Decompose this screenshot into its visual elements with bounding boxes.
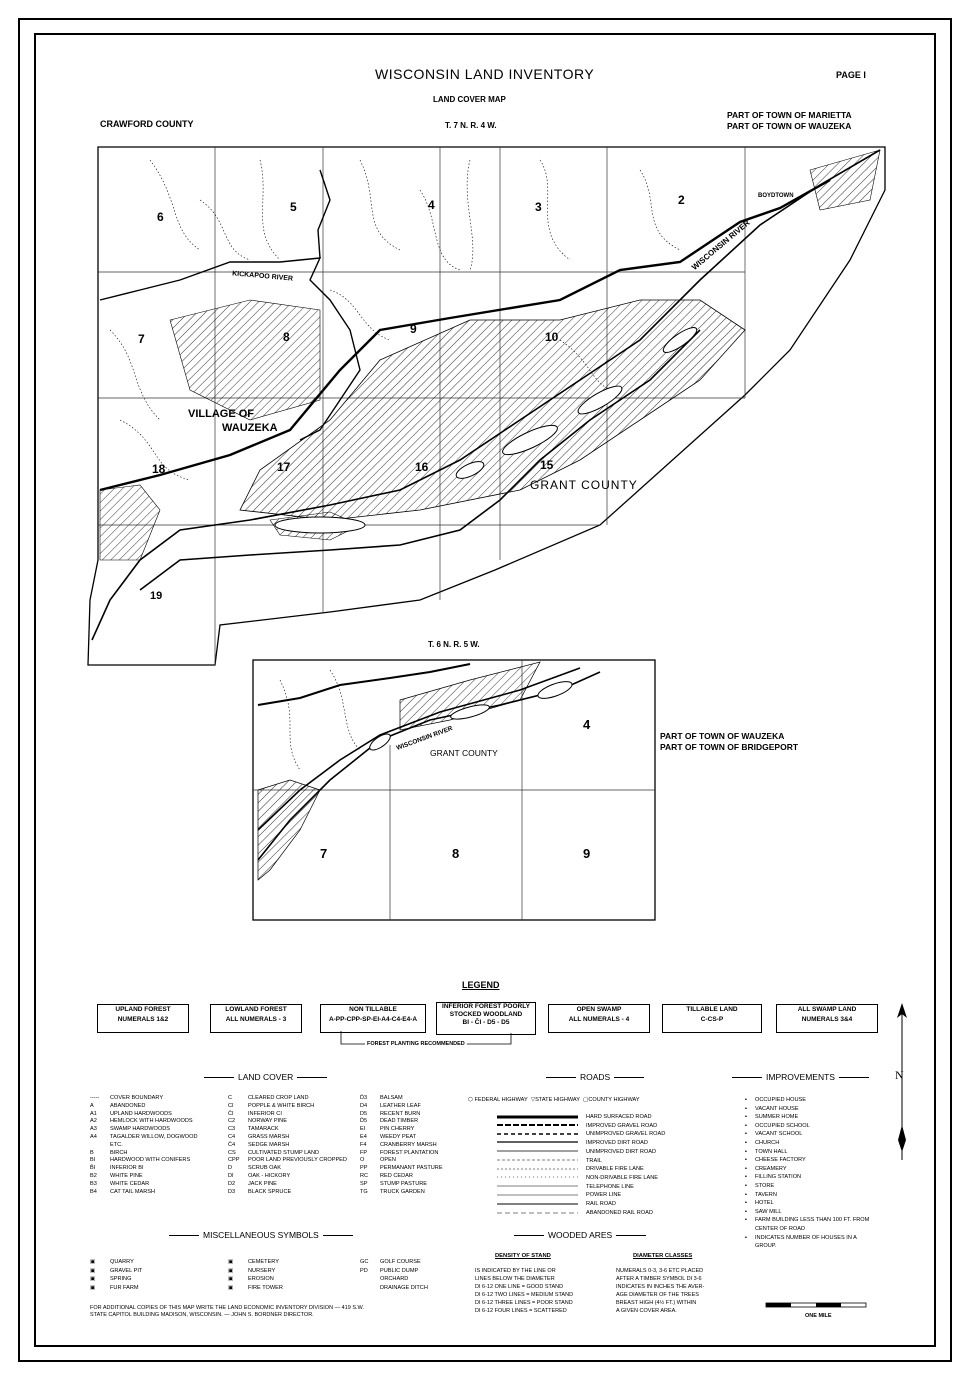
land-cover-symbol: B	[90, 1149, 94, 1156]
land-cover-title: LAND COVER	[200, 1072, 331, 1082]
village-label-2: WAUZEKA	[222, 422, 278, 434]
improvement-icon: ▪	[745, 1217, 747, 1224]
scale-label: ONE MILE	[805, 1313, 832, 1319]
township-label-bottom: T. 6 N. R. 5 W.	[428, 640, 480, 649]
diameter-item: A GIVEN COVER AREA.	[616, 1308, 677, 1314]
class-sub: A-PP-CPP-SP-EI-A4-C4-E4-A	[328, 1016, 418, 1023]
section-2: 2	[678, 193, 685, 207]
footer-line-2: STATE CAPITOL BUILDING MADISON, WISCONSIN. — JOHN S. BORDNER DIRECTOR.	[90, 1312, 314, 1318]
bottom-section-4: 4	[583, 717, 591, 732]
section-9: 9	[410, 322, 417, 336]
road-item: IMPROVED DIRT ROAD	[586, 1140, 648, 1147]
diameter-title: DIAMETER CLASSES	[633, 1253, 693, 1259]
land-cover-label: TRUCK GARDEN	[380, 1188, 425, 1195]
misc-label: GRAVEL PIT	[110, 1267, 143, 1274]
class-title: INFERIOR FOREST POORLY STOCKED WOODLAND	[442, 1003, 530, 1018]
land-cover-symbol: D4	[360, 1102, 368, 1109]
land-cover-symbol: B2	[90, 1172, 97, 1179]
land-cover-label: BIRCH	[110, 1149, 128, 1156]
boydtown-label: BOYDTOWN	[758, 193, 794, 199]
land-cover-symbol: A4	[90, 1133, 97, 1140]
class-title: LOWLAND FOREST	[225, 1006, 287, 1013]
diameter-item: AGE DIAMETER OF THE TREES	[616, 1292, 699, 1298]
town-label-1: PART OF TOWN OF MARIETTA	[727, 110, 852, 120]
section-8: 8	[283, 330, 290, 344]
misc-label: ORCHARD	[380, 1276, 409, 1283]
road-item: HARD SURFACED ROAD	[586, 1114, 652, 1120]
improvement-icon: ▪	[745, 1139, 747, 1146]
road-item: UNIMPROVED GRAVEL ROAD	[586, 1131, 666, 1138]
north-label: N	[895, 1068, 904, 1082]
federal-label: FEDERAL HIGHWAY	[474, 1097, 528, 1103]
improvement-icon: ▪	[745, 1174, 747, 1181]
improvement-icon: ▪	[745, 1105, 747, 1112]
footer-line-1: FOR ADDITIONAL COPIES OF THIS MAP WRITE THE LAND ECONOMIC INVENTORY DIVISION — 419 S.W.	[90, 1305, 364, 1311]
misc-title: MISCELLANEOUS SYMBOLS	[165, 1230, 357, 1240]
road-item: POWER LINE	[586, 1192, 622, 1199]
land-cover-label: OPEN	[380, 1157, 396, 1164]
misc-label: SPRING	[110, 1276, 132, 1283]
land-cover-label: SCRUB OAK	[248, 1165, 281, 1172]
land-cover-symbol: D3	[228, 1188, 236, 1195]
land-cover-label: TAMARACK	[248, 1126, 279, 1133]
kickapoo-label: KICKAPOO RIVER	[231, 270, 294, 283]
land-cover-label: BLACK SPRUCE	[248, 1188, 292, 1195]
land-cover-symbol: D̄3	[360, 1095, 368, 1101]
land-cover-symbol: C2	[228, 1118, 236, 1125]
improvement-icon: ▪	[745, 1182, 747, 1189]
improvement-label: CREAMERY	[755, 1165, 787, 1172]
density-title: DENSITY OF STAND	[495, 1253, 551, 1259]
land-cover-label: INFERIOR CI	[248, 1110, 282, 1117]
class-sub: ALL NUMERALS - 3	[225, 1016, 287, 1023]
misc-label: NURSERY	[248, 1267, 276, 1274]
village-label-1: VILLAGE OF	[188, 408, 254, 420]
land-cover-label: POPPLE & WHITE BIRCH	[248, 1102, 315, 1109]
land-cover-symbol: A	[90, 1102, 94, 1109]
density-item: DI 6-12 ONE LINE = GOOD STAND	[475, 1284, 564, 1290]
misc-symbol: ▣	[228, 1276, 234, 1283]
class-title: NON TILLABLE	[349, 1006, 397, 1013]
land-cover-label: DEAD TIMBER	[380, 1118, 419, 1125]
land-cover-symbol: CPP	[228, 1157, 240, 1164]
misc-symbol: ▣	[90, 1267, 96, 1274]
misc-label: QUARRY	[110, 1259, 134, 1265]
land-cover-label: CLEARED CROP LAND	[248, 1095, 309, 1101]
improvement-icon: ▪	[745, 1097, 747, 1103]
land-cover-symbol: A3	[90, 1126, 97, 1133]
land-cover-symbol: D5	[360, 1110, 368, 1117]
density-item: IS INDICATED BY THE LINE OR	[475, 1268, 556, 1274]
land-cover-symbol: O	[360, 1157, 365, 1164]
diameter-item: BREAST HIGH (4½ FT.) WITHIN	[616, 1300, 697, 1306]
section-19: 19	[150, 590, 163, 602]
section-10: 10	[545, 330, 559, 344]
map-title: WISCONSIN LAND INVENTORY	[375, 66, 595, 82]
misc-symbol: PD	[360, 1267, 368, 1274]
roads-title: ROADS	[542, 1072, 648, 1082]
land-cover-label: POOR LAND PREVIOUSLY CROPPED	[248, 1157, 347, 1164]
section-17: 17	[277, 460, 291, 474]
improvement-label: CHURCH	[755, 1139, 780, 1146]
land-cover-label: PERMANANT PASTURE	[380, 1165, 443, 1172]
wisconsin-river-label: WISCONSIN RIVER	[690, 218, 752, 272]
misc-label: EROSION	[248, 1276, 274, 1283]
road-item: RAIL ROAD	[586, 1201, 616, 1208]
land-cover-symbol: BI	[90, 1157, 96, 1164]
misc-label: DRAINAGE DITCH	[380, 1284, 428, 1291]
section-15: 15	[540, 458, 554, 472]
land-cover-label: ABANDONED	[110, 1102, 146, 1109]
land-cover-symbol: TG	[360, 1188, 368, 1195]
road-item: ABANDONED RAIL ROAD	[586, 1209, 653, 1216]
improvement-label: SAW MILL	[755, 1208, 782, 1215]
land-cover-label: SWAMP HARDWOODS	[110, 1126, 170, 1133]
county-highway-icon: ▢	[583, 1097, 589, 1103]
land-cover-label: UPLAND HARDWOODS	[110, 1110, 172, 1117]
improvement-icon: ▪	[745, 1208, 747, 1215]
bottom-town-label-1: PART OF TOWN OF WAUZEKA	[660, 731, 785, 741]
diameter-item: AFTER A TIMBER SYMBOL DI 3-6	[616, 1276, 702, 1282]
land-cover-label: INFERIOR BI	[110, 1165, 144, 1172]
section-16: 16	[415, 460, 429, 474]
land-cover-label: CAT TAIL MARSH	[110, 1188, 156, 1195]
land-cover-label: ETC.	[110, 1141, 123, 1148]
road-item: UNIMPROVED DIRT ROAD	[586, 1148, 657, 1155]
section-6: 6	[157, 210, 164, 224]
diameter-item: NUMERALS 0-3, 3-6 ETC PLACED	[616, 1268, 704, 1274]
improvement-label: TOWN HALL	[755, 1148, 788, 1155]
land-cover-symbol: A2	[90, 1118, 97, 1125]
land-cover-symbol: RC	[360, 1172, 369, 1179]
class-sub: C-CS-P	[700, 1016, 724, 1023]
road-item: TELEPHONE LINE	[586, 1183, 634, 1190]
grant-county-label-bottom: GRANT COUNTY	[430, 748, 498, 758]
misc-symbol: ▣	[228, 1259, 234, 1265]
land-cover-symbol: SP	[360, 1180, 368, 1187]
misc-symbol: GC	[360, 1259, 369, 1265]
land-cover-symbol: F4	[360, 1141, 367, 1148]
improvement-label: VACANT SCHOOL	[755, 1131, 803, 1138]
misc-label: FIRE TOWER	[248, 1284, 283, 1291]
state-label: STATE HIGHWAY	[535, 1097, 580, 1103]
land-cover-symbol: EI	[360, 1126, 366, 1133]
road-item: TRAIL	[586, 1157, 602, 1164]
bottom-river-label: WISCONSIN RIVER	[395, 725, 454, 752]
density-item: DI 6-12 FOUR LINES = SCATTERED	[475, 1308, 567, 1314]
misc-symbol: ▣	[228, 1267, 234, 1274]
class-title: ALL SWAMP LAND	[797, 1006, 857, 1013]
class-title: OPEN SWAMP	[576, 1006, 622, 1013]
misc-label: GOLF COURSE	[380, 1259, 421, 1265]
land-cover-symbol: D2	[228, 1180, 236, 1187]
density-item: LINES BELOW THE DIAMETER	[475, 1276, 555, 1282]
land-cover-symbol: C̄4	[228, 1141, 236, 1148]
section-7: 7	[138, 332, 145, 346]
class-sub: NUMERALS 1&2	[117, 1016, 169, 1023]
improvement-icon: ▪	[745, 1165, 747, 1172]
misc-label: PUBLIC DUMP	[380, 1267, 419, 1274]
density-item: DI 6-12 TWO LINES = MEDIUM STAND	[475, 1292, 574, 1298]
federal-highway-icon: ⬡	[468, 1097, 473, 1103]
state-highway-icon: ▽	[530, 1097, 536, 1103]
land-cover-label: OAK - HICKORY	[248, 1172, 291, 1179]
land-cover-symbol: FP	[360, 1149, 368, 1156]
land-cover-label: STUMP PASTURE	[380, 1180, 428, 1187]
improvement-label: HOTEL	[755, 1200, 774, 1207]
class-title: TILLABLE LAND	[686, 1006, 738, 1013]
misc-symbol: ▣	[90, 1259, 96, 1265]
wooded-title: WOODED ARES	[510, 1230, 650, 1240]
county-label: COUNTY HIGHWAY	[588, 1097, 640, 1103]
improvement-icon: ▪	[745, 1200, 747, 1207]
land-cover-symbol: C	[228, 1095, 233, 1101]
land-cover-symbol: CI	[228, 1102, 234, 1109]
land-cover-label: PIN CHERRY	[380, 1126, 415, 1133]
improvement-label: TAVERN	[755, 1191, 777, 1198]
improvement-label: CHEESE FACTORY	[755, 1157, 806, 1164]
land-cover-symbol: A1	[90, 1110, 97, 1117]
land-cover-symbol: -----	[90, 1095, 100, 1101]
improvement-label: INDICATES NUMBER OF HOUSES IN A GROUP.	[755, 1234, 857, 1250]
improvement-label: FILLING STATION	[755, 1174, 802, 1181]
land-cover-label: HARDWOOD WITH CONIFERS	[110, 1157, 191, 1164]
land-cover-label: NORWAY PINE	[248, 1118, 287, 1125]
road-item: NON-DRIVABLE FIRE LANE	[586, 1174, 659, 1181]
class-sub: ALL NUMERALS - 4	[568, 1016, 630, 1023]
section-4: 4	[428, 198, 435, 212]
road-item: IMPROVED GRAVEL ROAD	[586, 1122, 658, 1129]
land-cover-label: CRANBERRY MARSH	[380, 1141, 437, 1148]
land-cover-label: WHITE CEDAR	[110, 1180, 150, 1187]
land-cover-symbol: CS	[228, 1149, 236, 1156]
improvement-icon: ▪	[745, 1191, 747, 1198]
land-cover-symbol: C4	[228, 1133, 236, 1140]
land-cover-label: TAGALDER WILLOW, DOGWOOD	[110, 1133, 198, 1140]
land-cover-label: RED CEDAR	[380, 1172, 413, 1179]
land-cover-label: JACK PINE	[248, 1180, 277, 1187]
density-item: DI 6-12 THREE LINES = POOR STAND	[475, 1300, 573, 1306]
section-3: 3	[535, 200, 542, 214]
road-item: DRIVABLE FIRE LANE	[586, 1166, 644, 1173]
improvement-icon: ▪	[745, 1157, 747, 1164]
land-cover-label: CULTIVATED STUMP LAND	[248, 1149, 320, 1156]
class-sub: BI - ĈI - D5 - D5	[462, 1019, 510, 1026]
misc-symbol: ▣	[228, 1284, 234, 1291]
land-cover-symbol: E4	[360, 1133, 367, 1140]
land-cover-label: BALSAM	[380, 1095, 403, 1101]
legend-title: LEGEND	[462, 980, 500, 990]
land-cover-symbol: C3	[228, 1126, 236, 1133]
misc-label: FUR FARM	[110, 1284, 139, 1291]
improvement-label: OCCUPIED SCHOOL	[755, 1122, 810, 1129]
class-sub: NUMERALS 3&4	[801, 1016, 853, 1023]
land-cover-symbol: D̄5	[360, 1118, 368, 1125]
page-number: PAGE I	[836, 70, 866, 80]
class-title: UPLAND FOREST	[115, 1006, 171, 1013]
land-cover-label: COVER BOUNDARY	[110, 1095, 164, 1101]
improvement-label: VACANT HOUSE	[755, 1105, 799, 1112]
improvement-label: SUMMER HOME	[755, 1114, 799, 1121]
land-cover-label: LEATHER LEAF	[380, 1102, 421, 1109]
diameter-item: INDICATES IN INCHES THE AVER-	[616, 1284, 705, 1290]
misc-symbol: ▣	[90, 1284, 96, 1291]
misc-symbol: ▣	[90, 1276, 96, 1283]
land-cover-symbol: B4	[90, 1188, 97, 1195]
grant-county-label-top: GRANT COUNTY	[530, 478, 638, 492]
land-cover-symbol: B3	[90, 1180, 97, 1187]
land-cover-label: FOREST PLANTATION	[380, 1149, 439, 1156]
land-cover-symbol: B̄I	[90, 1165, 96, 1172]
land-cover-label: RECENT BURN	[380, 1110, 421, 1117]
township-label-top: T. 7 N. R. 4 W.	[445, 121, 497, 130]
map-subtitle: LAND COVER MAP	[433, 95, 506, 104]
improvement-icon: ▪	[745, 1148, 747, 1155]
improvement-label: STORE	[755, 1182, 775, 1189]
improvement-icon: ▪	[745, 1131, 747, 1138]
town-label-2: PART OF TOWN OF WAUZEKA	[727, 121, 852, 131]
land-cover-label: GRASS MARSH	[248, 1133, 290, 1140]
land-cover-label: SEDGE MARSH	[248, 1141, 290, 1148]
land-cover-label: HEMLOCK WITH HARDWOODS	[110, 1118, 193, 1125]
land-cover-symbol: PP	[360, 1165, 368, 1172]
land-cover-label: WHITE PINE	[110, 1172, 143, 1179]
land-cover-symbol: C̄I	[228, 1110, 234, 1117]
improvement-icon: ▪	[745, 1122, 747, 1129]
improvement-label: OCCUPIED HOUSE	[755, 1097, 806, 1103]
improvement-label: FARM BUILDING LESS THAN 100 FT. FROM CENTER OF ROAD	[755, 1217, 870, 1232]
improvements-title: IMPROVEMENTS	[728, 1072, 873, 1082]
section-5: 5	[290, 200, 297, 214]
bottom-town-label-2: PART OF TOWN OF BRIDGEPORT	[660, 742, 799, 752]
land-cover-symbol: DI	[228, 1172, 234, 1179]
land-cover-symbol: D	[228, 1165, 233, 1172]
improvement-icon: ▪	[745, 1114, 747, 1121]
forest-planting-label: FOREST PLANTING RECOMMENDED	[367, 1041, 465, 1047]
bottom-section-8: 8	[452, 846, 460, 861]
improvement-icon: ▪	[745, 1234, 747, 1241]
bottom-section-7: 7	[320, 846, 328, 861]
bottom-section-9: 9	[583, 846, 591, 861]
misc-label: CEMETERY	[248, 1259, 279, 1265]
county-label: CRAWFORD COUNTY	[100, 119, 194, 129]
land-cover-label: WEEDY PEAT	[380, 1133, 417, 1140]
section-18: 18	[152, 462, 166, 476]
